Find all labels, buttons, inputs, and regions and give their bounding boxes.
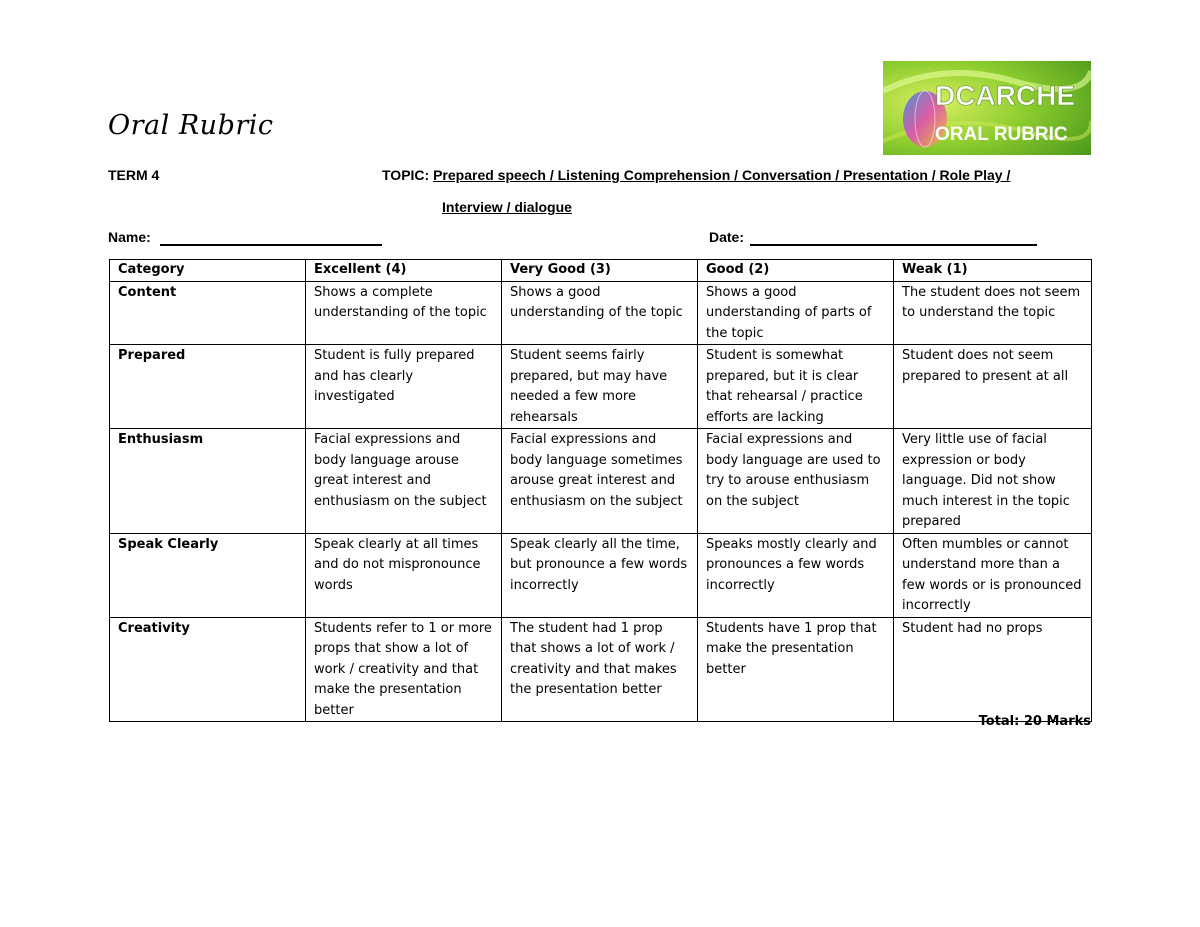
table-cell: Very little use of facial expression or body language. Did not show much interest in the topic prepared xyxy=(894,429,1092,534)
logo-text-line2: ORAL RUBRIC xyxy=(935,124,1068,145)
logo-graphic xyxy=(883,61,1091,155)
category-cell: Creativity xyxy=(110,617,306,722)
table-cell: The student had 1 prop that shows a lot of work / creativity and that makes the presentation better xyxy=(502,617,698,722)
category-cell: Prepared xyxy=(110,345,306,429)
date-label: Date: xyxy=(709,229,745,245)
topic-options-1: Prepared speech / Listening Comprehension / Conversation / Presentation / Role Play / xyxy=(433,167,1011,183)
category-cell: Enthusiasm xyxy=(110,429,306,534)
header-weak: Weak (1) xyxy=(894,260,1092,282)
name-label: Name: xyxy=(108,229,151,245)
name-blank-line[interactable] xyxy=(160,244,382,246)
table-cell: Student had no props xyxy=(894,617,1092,722)
table-cell: Student seems fairly prepared, but may have needed a few more rehearsals xyxy=(502,345,698,429)
topic-options-2: Interview / dialogue xyxy=(442,199,572,215)
table-cell: Student is somewhat prepared, but it is clear that rehearsal / practice efforts are lacking xyxy=(698,345,894,429)
table-cell: Speak clearly at all times and do not mispronounce words xyxy=(306,533,502,617)
table-row xyxy=(110,429,1092,534)
header-very-good: Very Good (3) xyxy=(502,260,698,282)
table-cell: Facial expressions and body language arouse great interest and enthusiasm on the subject xyxy=(306,429,502,534)
header-category: Category xyxy=(110,260,306,282)
table-header-row xyxy=(110,260,1092,282)
table-cell: Often mumbles or cannot understand more than a few words or is pronounced incorrectly xyxy=(894,533,1092,617)
page-title: Oral Rubric xyxy=(108,110,274,141)
table-cell: Student does not seem prepared to present at all xyxy=(894,345,1092,429)
table-cell: Facial expressions and body language are used to try to arouse enthusiasm on the subject xyxy=(698,429,894,534)
topic-line-1 xyxy=(382,167,1010,183)
table-cell: Shows a good understanding of the topic xyxy=(502,281,698,345)
date-blank-line[interactable] xyxy=(750,244,1037,246)
total-marks: Total: 20 Marks xyxy=(978,714,1091,729)
table-cell: The student does not seem to understand the topic xyxy=(894,281,1092,345)
topic-label: TOPIC: xyxy=(382,167,430,183)
oral-rubric-logo xyxy=(883,61,1091,155)
table-row xyxy=(110,617,1092,722)
table-row xyxy=(110,281,1092,345)
table-cell: Student is fully prepared and has clearly investigated xyxy=(306,345,502,429)
table-row xyxy=(110,345,1092,429)
table-cell: Shows a good understanding of parts of the topic xyxy=(698,281,894,345)
term-label: TERM 4 xyxy=(108,167,160,183)
category-cell: Speak Clearly xyxy=(110,533,306,617)
table-cell: Students refer to 1 or more props that show a lot of work / creativity and that make the presentation better xyxy=(306,617,502,722)
category-cell: Content xyxy=(110,281,306,345)
logo-text-line1: DCARCHE xyxy=(935,80,1075,111)
table-row xyxy=(110,533,1092,617)
table-cell: Facial expressions and body language sometimes arouse great interest and enthusiasm on the subject xyxy=(502,429,698,534)
table-cell: Students have 1 prop that make the presentation better xyxy=(698,617,894,722)
header-good: Good (2) xyxy=(698,260,894,282)
table-cell: Shows a complete understanding of the topic xyxy=(306,281,502,345)
table-cell: Speaks mostly clearly and pronounces a few words incorrectly xyxy=(698,533,894,617)
rubric-table xyxy=(109,259,1092,722)
table-cell: Speak clearly all the time, but pronounce a few words incorrectly xyxy=(502,533,698,617)
header-excellent: Excellent (4) xyxy=(306,260,502,282)
